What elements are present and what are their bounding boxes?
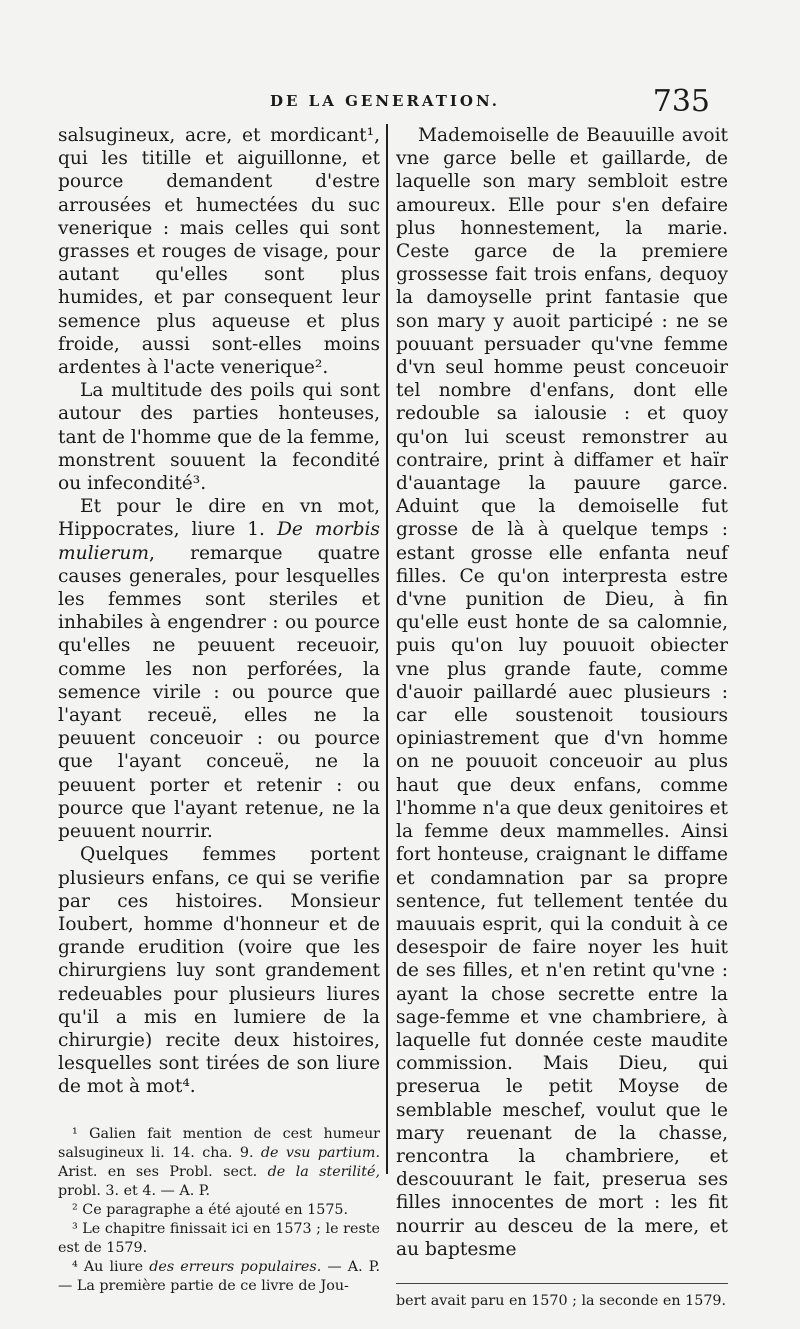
right-column bbox=[396, 124, 728, 1311]
hippocrates-book-title: De morbis mulierum bbox=[58, 519, 380, 564]
footnote-1-title: de vsu partium. bbox=[260, 1144, 380, 1161]
footnote-4-title: des erreurs populaires. bbox=[149, 1258, 322, 1275]
footnote-continuation bbox=[396, 1283, 728, 1311]
footnote-4-continued: bert avait paru en 1570 ; la seconde en 1579. bbox=[396, 1292, 727, 1309]
footnotes bbox=[58, 1125, 380, 1296]
paragraph-continued: salsugineux, acre, et mordicant¹, qui les titille et aiguillonne, et pource demandent d'estre arrousées et humectées du suc venerique : mais celles qui sont grasses et rouges de visage, pour autant qu'elles sont plus humides, et par consequent leur semence plus aqueuse et plus froide, aussi sont-elles moins ardentes à l'acte venerique². bbox=[58, 125, 380, 379]
footnote-1-title-2: de la sterilité, bbox=[267, 1163, 380, 1180]
footnote-1-end: probl. 3. et 4. — A. P. bbox=[58, 1182, 211, 1199]
paragraph-beauuille: Mademoiselle de Beauuille avoit vne garce belle et gaillarde, de laquelle son mary sembloit estre amoureux. Elle pour s'en defaire plus honnestement, la marie. Ceste garce de la premiere grossesse fait trois enfans, dequoy la damoyselle print fantasie que son mary y auoit participé : ne se pouuant persuader qu'vne femme d'vn seul homme peust conceuoir tel nombre d'enfans, dont elle redouble sa ialousie : et quoy qu'on lui sceust remonstrer au contraire, print à diffamer et haïr d'auantage la pauure garce. Aduint que la demoiselle fut grosse de là à quelque temps : estant grosse elle enfanta neuf filles. Ce qu'on interpresta estre d'vne punition de Dieu, à fin qu'elle eust honte de sa calomnie, puis qu'on luy pouuoit obiecter vne plus grande faute, comme d'auoir paillardé auec plusieurs : car elle soustenoit tousiours opiniastrement que d'vn homme on ne pouuoit conceuoir au plus haut que deux enfans, comme l'homme n'a que deux genitoires et la femme deux mammelles. Ainsi fort honteuse, craignant le diffame et condamnation par sa propre sentence, fut tellement tentée du mauuais esprit, qui la conduit à ce desespoir de faire noyer les huit de ses filles, et n'en retint qu'vne : ayant la chose secrette entre la sage-femme et vne chambriere, à laquelle fut donnée ceste maudite commission. Mais Dieu, qui preserua le petit Moyse de semblable meschef, voulut que le mary reuenant de la chasse, rencontra la chambriere, et descouurant le fait, preserua ses filles innocentes de mort : les fit nourrir au desceu de la mere, et au baptesme bbox=[396, 125, 728, 1260]
paragraph-hippocrates bbox=[58, 495, 380, 843]
running-title: DE LA GENERATION. bbox=[270, 92, 500, 110]
footnote-1-mid: Arist. en ses Probl. sect. bbox=[58, 1163, 258, 1180]
footnote-2: ² Ce paragraphe a été ajouté en 1575. bbox=[72, 1201, 349, 1218]
footnote-4-lead: ⁴ Au liure bbox=[72, 1258, 144, 1275]
footnote-4-end: — A. P. — La première partie de ce livre de Jou- bbox=[58, 1258, 380, 1294]
hippocrates-lead: Et pour le dire en vn mot, Hippocrates, liure 1. bbox=[58, 496, 380, 541]
footnote-1-lead: ¹ Galien fait mention de cest humeur salsugineux li. 14. cha. 9. bbox=[58, 1125, 380, 1161]
paragraph-poils: La multitude des poils qui sont autour des parties honteuses, tant de l'homme que de la femme, monstrent souuent la fecondité ou infecondité³. bbox=[58, 380, 380, 495]
column-divider bbox=[386, 124, 388, 1174]
hippocrates-rest: , remarque quatre causes generales, pour lesquelles les femmes sont steriles et inhabiles à engendrer : ou pource qu'elles ne peuuent receuoir, comme les non perforées, la semence virile : ou pource que l'ayant receuë, elles ne la peuuent conceuoir : ou pource que l'ayant conceuë, ne la peuuent porter et retenir : ou pource que l'ayant retenue, ne la peuuent nourrir. bbox=[58, 542, 380, 843]
footnote-4 bbox=[58, 1258, 380, 1296]
footnote-3: ³ Le chapitre finissait ici en 1573 ; le reste est de 1579. bbox=[58, 1220, 380, 1256]
footnote-1 bbox=[58, 1125, 380, 1201]
paragraph-ioubert: Quelques femmes portent plusieurs enfans, ce qui se verifie par ces histoires. Monsieur Ioubert, homme d'honneur et de grande erudition (voire que les chirurgiens luy sont grandement redeuables pour plusieurs liures qu'il a mis en lumiere de la chirurgie) recite deux histoires, lesquelles sont tirées de son liure de mot à mot⁴. bbox=[58, 844, 380, 1098]
page-header bbox=[0, 84, 800, 124]
page-number: 735 bbox=[652, 84, 710, 119]
left-column bbox=[58, 124, 380, 1296]
